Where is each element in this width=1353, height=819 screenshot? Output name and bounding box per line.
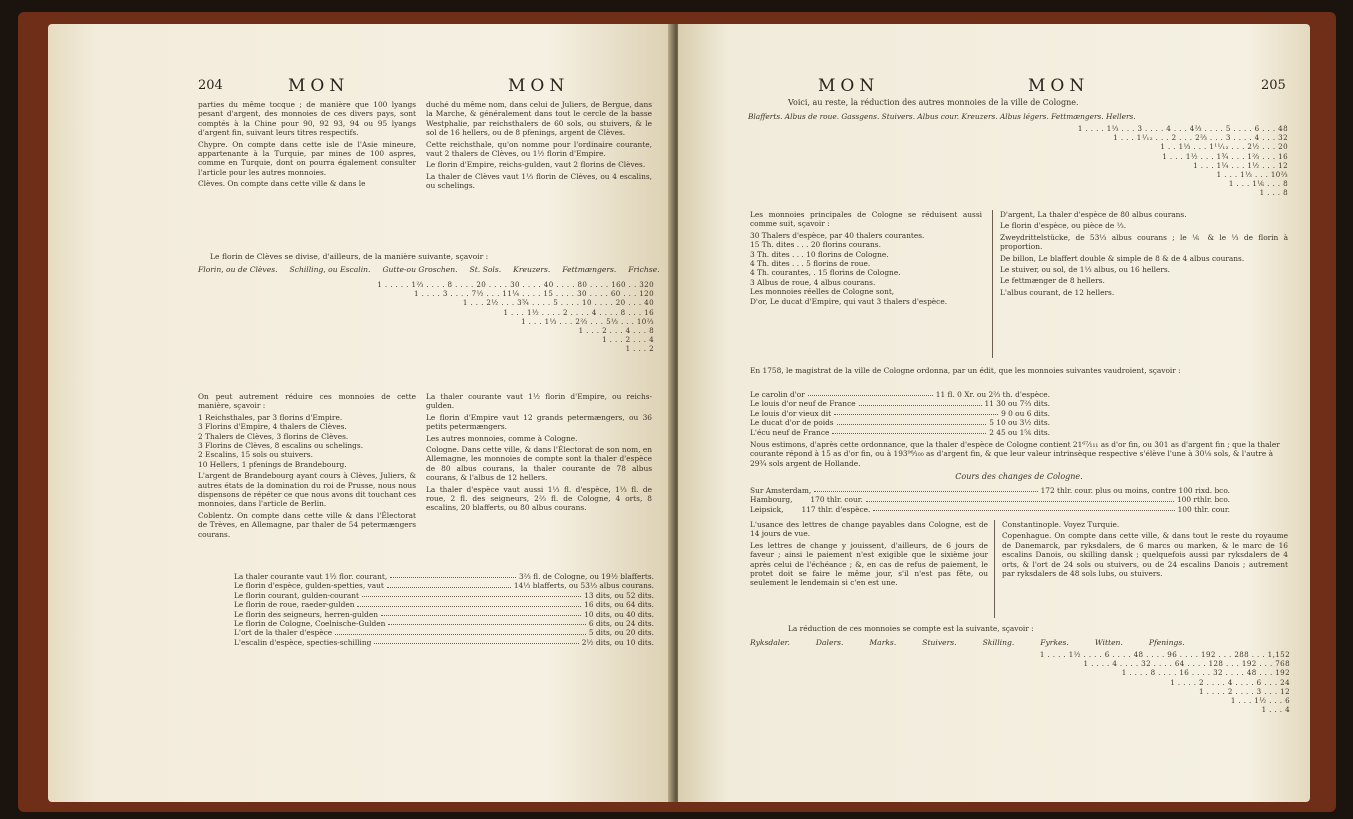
equiv-label: Le florin des seigneurs, herren-gulden xyxy=(234,609,378,619)
right-column-1 xyxy=(750,210,982,308)
list-item: 3 Florins d'Empire, 4 thalers de Clèves. xyxy=(198,422,347,432)
table-body xyxy=(198,280,654,354)
exchange-row xyxy=(750,505,1230,514)
table-row: 1 . . 1⅓ . . . 1¹¹⁄₁₂ . . . 2½ . . . 20 xyxy=(1160,142,1288,152)
equiv-value: 5 dits, ou 20 dits. xyxy=(588,628,654,638)
exchange-row xyxy=(750,495,1230,504)
exchange-rate: 172 thlr. cour. plus ou moins, contre 100 rixd. bco. xyxy=(1040,486,1230,495)
paragraph: Constantinople. Voyez Turquie. xyxy=(1002,520,1120,529)
table-row: 1 . . . 1⅓ . . . 10⅔ xyxy=(1216,170,1288,180)
table-row: 1 . . . 1¼ . . . 1½ . . . 12 xyxy=(1193,160,1288,170)
edict-row xyxy=(750,409,1050,418)
coin-name: Le ducat d'or de poids xyxy=(750,418,834,428)
equiv-value: 16 dits, ou 64 dits. xyxy=(584,600,654,610)
table-header-row: Blafferts. Albus de roue. Gassgens. Stuivers. Albus cour. Kreuzers. Albus légers. Fettmængers. Hellers. xyxy=(748,112,1136,121)
equiv-label: Le florin courant, gulden-courant xyxy=(234,590,359,600)
list-item: Zweydrittelstücke, de 53⅓ albus courans ; le ⅙ & le ⅓ de florin à proportion. xyxy=(1000,232,1288,252)
table-row: 1 . . . . 2 . . . . 3 . . . 12 xyxy=(1199,686,1290,696)
equiv-value: 6 dits, ou 24 dits. xyxy=(588,619,654,629)
table-header: Kreuzers. xyxy=(513,265,551,274)
table-row: 1 . . . 1½ . . . . 2 . . . . 4 . . . . 8 . . . 16 xyxy=(503,307,654,317)
table-header: Florin, ou de Clèves. xyxy=(198,265,278,274)
exchange-list xyxy=(750,486,1230,514)
paragraph: La thaler de Clèves vaut 1⅓ florin de Clèves, ou 4 escalins, ou schelings. xyxy=(426,171,652,191)
table-row: 1 . . . 1⅙ . . . 8 xyxy=(1228,179,1288,189)
table-header-row xyxy=(750,638,1290,647)
table-row: 1 . . . 1¹⁄₁₂ . . . 2 . . . 2⅔ . . . 3 . . . . 4 . . . 32 xyxy=(1113,133,1288,143)
equiv-label: Le florin d'espèce, gulden-spetties, vaut xyxy=(234,581,384,591)
equiv-label: Le florin de Cologne, Coelnische-Gulden xyxy=(234,619,386,629)
edict-row xyxy=(750,390,1050,399)
table-header: Fyrkes. xyxy=(1040,638,1069,647)
table-row: 1 . . . 4 xyxy=(1261,705,1290,715)
equiv-label: La thaler courante vaut 1½ flor. courant, xyxy=(234,572,388,581)
equiv-label: L'ort de la thaler d'espèce xyxy=(234,628,333,638)
paragraph: Le florin d'Empire vaut 12 grands petermængers, ou 36 petits petermængers. xyxy=(426,412,652,432)
table-header: St. Sols. xyxy=(469,265,502,274)
column-rule xyxy=(992,210,993,358)
table-row: 1 . . . 2 . . . 4 . . . 8 xyxy=(578,326,654,336)
table-body xyxy=(748,124,1288,198)
table-intro: Le florin de Clèves se divise, d'ailleurs, de la manière suivante, sçavoir : xyxy=(210,252,489,261)
paragraph: On peut autrement réduire ces monnoies de cette manière, sçavoir : xyxy=(198,392,416,411)
paragraph: La thaler d'espèce vaut aussi 1⅓ fl. d'espèce, 1⅓ fl. de roue, 2 fl. des seigneurs, 2⅔ fl. de Cologne, 4 orts, 8 escalins, 20 blafferts, ou 80 albus courans. xyxy=(426,484,652,513)
exchange-rate: 170 thlr. cour. xyxy=(810,495,863,505)
equivalence-row xyxy=(234,628,654,637)
exchange-rate: 100 thlr. cour. xyxy=(1177,504,1230,514)
list-item: 10 Hellers, 1 pfenings de Brandebourg. xyxy=(198,459,347,469)
list-item: D'or, Le ducat d'Empire, qui vaut 3 thalers d'espèce. xyxy=(750,296,948,306)
exchange-place: Leipsick, xyxy=(750,504,784,514)
paragraph: L'usance des lettres de change payables dans Cologne, est de 14 jours de vue. xyxy=(750,520,988,539)
exchange-title: Cours des changes de Cologne. xyxy=(955,472,1083,481)
table-header: Gutte-ou Groschen. xyxy=(382,265,458,274)
table-row: 1 . . . 2 xyxy=(625,344,654,354)
paragraph: parties du même tocque ; de manière que 100 lyangs pesant d'argent, des monnoies de ces divers pays, sont comptés à la Chine pour 90, 92 93, 94 ou 95 lyangs d'argent fin, suivant leurs titres respectifs. xyxy=(198,100,416,138)
equivalence-row xyxy=(234,619,654,628)
coin-value: 9 0 ou 6 dits. xyxy=(1001,408,1050,418)
paragraph: Cologne. Dans cette ville, & dans l'Électorat de son nom, en Allemagne, les monnoies de compte sont la thaler d'espèce de 80 albus courans, la thaler courante de 78 albus courans, & l'albus de 12 hellers. xyxy=(426,445,652,483)
florin-division-table xyxy=(198,252,660,354)
left-running-head-2: MON xyxy=(508,76,570,96)
table-row: 1 . . . 1½ . . . 1¾ . . . 1⅔ . . . 16 xyxy=(1162,151,1288,161)
left-running-head-1: MON xyxy=(288,76,350,96)
table-header: Ryksdaler. xyxy=(750,638,790,647)
equivalence-row xyxy=(234,591,654,600)
paragraph: Chypre. On compte dans cette isle de l'Asie mineure, appartenante à la Turquie, par mines de 100 aspres, comme en Turquie, dont on pourra également consulter l'article pour les autres monnoies. xyxy=(198,139,416,177)
paragraph: Clèves. On compte dans cette ville & dans le xyxy=(198,179,366,189)
table-header-row xyxy=(198,265,660,274)
right-column-4 xyxy=(1002,520,1288,580)
table-header: Stuivers. xyxy=(922,638,957,647)
table-row: 1 . . . . 2 . . . . 4 . . . . 6 . . . 24 xyxy=(1170,677,1290,687)
exchange-place: Hambourg, xyxy=(750,495,793,505)
equiv-value: 14⅓ blafferts, ou 53⅓ albus courans. xyxy=(513,581,654,591)
list-item: 3 Th. dites . . . 10 florins de Cologne. xyxy=(750,249,889,259)
column-rule xyxy=(994,520,995,618)
coin-name: Le louis d'or neuf de France xyxy=(750,399,856,409)
table-row: 1 . . . 1½ . . . 6 xyxy=(1230,696,1290,706)
right-running-head-1: MON xyxy=(818,76,880,96)
cologne-reduction-table xyxy=(748,112,1288,198)
table-body xyxy=(750,650,1290,714)
list-item: 4 Th. courantes, . 15 florins de Cologne. xyxy=(750,268,901,278)
equiv-value: 13 dits, ou 52 dits. xyxy=(584,590,654,600)
equiv-value: 3⅔ fl. de Cologne, ou 19½ blafferts. xyxy=(518,572,654,581)
table-header: Fettmængers. xyxy=(562,265,617,274)
coin-value: 5 10 ou 3½ dits. xyxy=(989,418,1050,428)
left-column-2 xyxy=(426,100,652,193)
left-page xyxy=(48,24,674,802)
equiv-label: L'escalin d'espèce, specties-schilling xyxy=(234,637,372,647)
table-header: Witten. xyxy=(1094,638,1123,647)
equivalence-list xyxy=(234,572,654,647)
edict-row xyxy=(750,399,1050,408)
table-row: 1 . . . . 4 . . . . 32 . . . . 64 . . . . 128 . . . 192 . . . 768 xyxy=(1083,659,1290,669)
reduction-intro: La réduction de ces monnoies se compte est la suivante, sçavoir : xyxy=(788,624,1034,633)
coin-value: 11 fl. 0 Xr. ou 2⅔ th. d'espèce. xyxy=(935,390,1050,399)
paragraph: Copenhague. On compte dans cette ville, & dans tout le reste du royaume de Danemarck, par ryksdalers, de 6 marcs ou marken, & le marc de 16 escalins Danois, ou skilling dansk ; quelquefois aussi par ryksdalers de 4 orts, & l'ort de 24 sols ou stuivers, ou de 24 escalins Danois ; autrement par ryksdalers de 48 sols lubs, ou stuivers. xyxy=(1002,531,1288,579)
edict-row xyxy=(750,428,1050,437)
table-header: Frichse. xyxy=(628,265,660,274)
list-item: 2 Escalins, 15 sols ou stuivers. xyxy=(198,450,313,460)
equiv-label: Le florin de roue, raeder-gulden xyxy=(234,600,355,610)
coin-name: Le carolin d'or xyxy=(750,390,805,399)
table-row: 1 . . . . 1½ . . . . 6 . . . . 48 . . . . 96 . . . . 192 . . . 288 . . . 1,152 xyxy=(1039,650,1290,659)
list-item: 3 Albus de roue, 4 albus courans. xyxy=(750,277,876,287)
list-item: Le fettmænger de 8 hellers. xyxy=(1000,276,1105,286)
right-page-number: 205 xyxy=(1261,78,1286,93)
list-item: L'albus courant, de 12 hellers. xyxy=(1000,287,1115,297)
paragraph: Le florin d'Empire, reichs-gulden, vaut 2 florins de Clèves. xyxy=(426,160,646,170)
list-item: 15 Th. dites . . . 20 florins courans. xyxy=(750,240,881,250)
table-row: 1 . . . 8 xyxy=(1259,188,1288,198)
equiv-value: 2½ dits, ou 10 dits. xyxy=(581,637,654,647)
table-header: Pfenings. xyxy=(1148,638,1185,647)
paragraph: duché du même nom, dans celui de Juliers, de Bergue, dans la Marche, & généralement dans tout le cercle de la basse Westphalie, par reichsthalers de 60 sols, ou stuivers, & le sol de 16 hellers, ou de 8 pfenings, argent de Clèves. xyxy=(426,100,652,138)
table-row: 1 . . . . 1⅓ . . . 3 . . . . 4 . . . 4⅔ . . . . 5 . . . . 6 . . . 48 xyxy=(1077,124,1288,133)
exchange-row xyxy=(750,486,1230,495)
right-page xyxy=(678,24,1310,802)
table-row: 1 . . . 2½ . . . 3¾ . . . . 5 . . . . 10 . . . . 20 . . . 40 xyxy=(462,298,654,308)
right-column-2 xyxy=(1000,210,1288,299)
paragraph: La thaler courante vaut 1½ florin d'Empire, ou reichs-gulden. xyxy=(426,392,652,411)
danish-reduction-table xyxy=(750,638,1290,714)
table-row: 1 . . . 1⅓ . . . 2⅔ . . . 5⅓ . . . 10⅔ xyxy=(521,316,654,326)
paragraph: Coblentz. On compte dans cette ville & dans l'Électorat de Trèves, en Allemagne, par thaler de 54 petermængers courans. xyxy=(198,510,416,539)
coin-name: Le louis d'or vieux dit xyxy=(750,408,832,418)
table-header: Marks. xyxy=(869,638,897,647)
edict-paragraph: En 1758, le magistrat de la ville de Cologne ordonna, par un édit, que les monnoies suivantes vaudroient, sçavoir : xyxy=(750,366,1181,375)
list-item: 4 Th. dites . . . 5 florins de roue. xyxy=(750,259,871,269)
list-item: Les monnoies réelles de Cologne sont, xyxy=(750,287,895,297)
table-row: 1 . . . . . 1⅔ . . . . 8 . . . . 20 . . . . 30 . . . . 40 . . . . 80 . . . . 160 . . 320 xyxy=(377,280,654,289)
table-row: 1 . . . . 8 . . . . 16 . . . . 32 . . . . 48 . . . 192 xyxy=(1121,668,1290,678)
list-item: 1 Reichsthales, par 3 florins d'Empire. xyxy=(198,412,343,422)
paragraph: Les lettres de change y jouissent, d'ailleurs, de 6 jours de faveur ; ainsi le paiement n'est exigible que le sixième jour après celui de l'échéance ; &, en cas de refus de paiement, le protet doit se faire le même jour, s'il n'est pas fête, ou seulement le lendemain si c'en est une. xyxy=(750,540,988,588)
equivalence-row xyxy=(234,600,654,609)
equiv-value: 10 dits, ou 40 dits. xyxy=(584,609,654,619)
edict-row xyxy=(750,418,1050,427)
exchange-rate: 100 rthlr. bco. xyxy=(1176,495,1230,505)
table-header: Schilling, ou Escalin. xyxy=(289,265,371,274)
equivalence-row xyxy=(234,572,654,581)
list-item: 2 Thalers de Clèves, 3 florins de Clèves. xyxy=(198,431,349,441)
left-column-4 xyxy=(426,392,652,515)
exchange-rate: 117 thlr. d'espèce. xyxy=(801,504,871,514)
paragraph: Cette reichsthale, qu'on nomme pour l'ordinaire courante, vaut 2 thalers de Clèves, ou 1½ florin d'Empire. xyxy=(426,139,652,159)
left-page-number: 204 xyxy=(198,78,223,93)
right-column-3 xyxy=(750,520,988,590)
right-running-head-2: MON xyxy=(1028,76,1090,96)
left-column-1 xyxy=(198,100,416,191)
edict-list xyxy=(750,390,1050,437)
equivalence-row xyxy=(234,581,654,590)
list-item: De billon, Le blaffert double & simple de 8 & de 4 albus courans. xyxy=(1000,253,1245,263)
table-header: Skilling. xyxy=(982,638,1015,647)
left-column-3 xyxy=(198,392,416,541)
coin-value: 11 30 ou 7⅔ dits. xyxy=(984,399,1050,409)
table-row: 1 . . . 2 . . . 4 xyxy=(602,335,654,345)
list-item: Le florin d'espèce, ou pièce de ⅓. xyxy=(1000,221,1127,231)
exchange-place: Sur Amsterdam, xyxy=(750,486,812,495)
table-header: Dalers. xyxy=(815,638,844,647)
paragraph: Les monnoies principales de Cologne se réduisent aussi comme suit, sçavoir : xyxy=(750,210,982,229)
equivalence-row xyxy=(234,610,654,619)
paragraph: L'argent de Brandebourg ayant cours à Clèves, Juliers, & autres états de la domination du roi de Prusse, nous nous dispensons de répéter ce que nous avons dit touchant ces monnoies, dans l'article de Berlin. xyxy=(198,471,416,509)
cologne-intro: Voici, au reste, la réduction des autres monnoies de la ville de Cologne. xyxy=(788,98,1079,107)
equivalence-row xyxy=(234,638,654,647)
list-item: 30 Thalers d'espèce, par 40 thalers courantes. xyxy=(750,230,925,240)
edict-analysis: Nous estimons, d'après cette ordonnance, que la thaler d'espèce de Cologne contient 21⁶⁷⁄₁₁₁ as d'or fin, ou 301 as d'argent fin ; que la thaler courante répond à 15 as d'or fin, ou à 193⁹⁶⁄₁₀₀ as d'argent fin, & que leur valeur intrinsèque respective s'élève l'une à 30⅛ sols, & l'autre à 29¾ sols argent de Hollande. xyxy=(750,440,1280,468)
list-item: 3 Florins de Clèves, 8 escalins ou schelings. xyxy=(198,441,364,451)
list-item: Le stuiver, ou sol, de 1⅓ albus, ou 16 hellers. xyxy=(1000,265,1170,275)
paragraph: Les autres monnoies, comme à Cologne. xyxy=(426,433,578,443)
list-item: D'argent, La thaler d'espèce de 80 albus courans. xyxy=(1000,210,1187,219)
coin-value: 2 45 ou 1⅚ dits. xyxy=(989,427,1050,437)
table-row: 1 . . . . 3 . . . . 7½ . . . 11¼ . . . . 15 . . . . 30 . . . . 60 . . . 120 xyxy=(414,289,654,299)
coin-name: L'écu neuf de France xyxy=(750,427,830,437)
